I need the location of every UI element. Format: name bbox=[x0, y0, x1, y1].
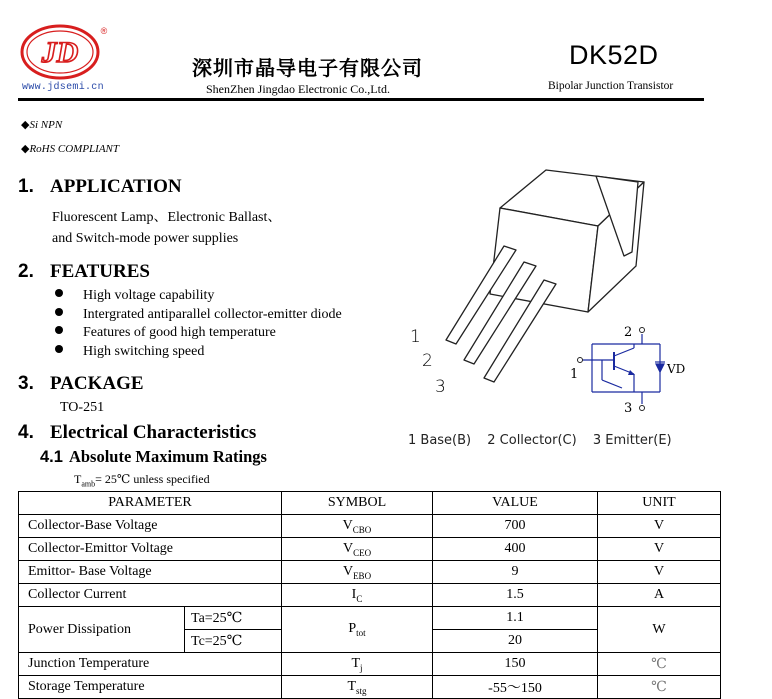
rohs-mark: ◆RoHS COMPLIANT bbox=[21, 143, 119, 155]
schematic-pin-3: 3 bbox=[624, 401, 633, 416]
package-pin-1: 1 bbox=[410, 327, 421, 347]
package-value: TO-251 bbox=[60, 400, 105, 415]
cell-symbol: $V_{EBO}$ bbox=[282, 561, 433, 584]
section-title: APPLICATION bbox=[50, 176, 182, 197]
cell-parameter: Storage Temperature bbox=[19, 676, 282, 699]
table-row bbox=[19, 607, 721, 630]
table-row bbox=[19, 538, 721, 561]
table-row bbox=[19, 584, 721, 607]
section-number: 2. bbox=[18, 261, 34, 282]
pin-legend bbox=[408, 433, 684, 448]
feature-item bbox=[55, 307, 342, 323]
bullet-icon bbox=[55, 308, 63, 316]
cell-unit: V bbox=[598, 538, 721, 561]
cell-condition: Tc=25℃ bbox=[185, 630, 282, 653]
part-number: DK52D bbox=[569, 40, 659, 70]
subsection-number: 4.1 bbox=[40, 448, 63, 466]
schematic-pin-1: 1 bbox=[570, 367, 579, 382]
feature-item bbox=[55, 344, 204, 360]
pin-legend-emitter: 3 Emitter(E) bbox=[592, 433, 672, 448]
cell-symbol: $T_{stg}$ bbox=[282, 676, 433, 699]
jd-logo bbox=[18, 22, 110, 84]
ambient-condition: $T_{amb}=$ 25℃ unless specified bbox=[74, 472, 210, 489]
pin-legend-base: 1 Base(B) bbox=[408, 433, 472, 448]
cell-unit: V bbox=[598, 515, 721, 538]
header-value: VALUE bbox=[433, 492, 598, 515]
cell-parameter: Collector-Emittor Voltage bbox=[19, 538, 282, 561]
website-url: www.jdsemi.cn bbox=[22, 82, 104, 93]
section-application-heading bbox=[18, 176, 182, 198]
table-row bbox=[19, 653, 721, 676]
absolute-ratings-table bbox=[18, 491, 721, 699]
feature-text: High switching speed bbox=[83, 344, 205, 359]
section-number: 1. bbox=[18, 176, 34, 197]
cell-value: 1.1 bbox=[433, 607, 598, 630]
cell-unit: W bbox=[598, 607, 721, 653]
cell-unit: A bbox=[598, 584, 721, 607]
cell-value: 150 bbox=[433, 653, 598, 676]
feature-text: Features of good high temperature bbox=[83, 325, 276, 340]
section-electrical-heading bbox=[18, 422, 256, 444]
header-parameter: PARAMETER bbox=[19, 492, 282, 515]
subsection-title: Absolute Maximum Ratings bbox=[68, 447, 267, 466]
part-description: Bipolar Junction Transistor bbox=[548, 80, 674, 92]
company-name-en: ShenZhen Jingdao Electronic Co.,Ltd. bbox=[206, 82, 390, 96]
table-row bbox=[19, 676, 721, 699]
cell-symbol: $V_{CBO}$ bbox=[282, 515, 433, 538]
section-title: Electrical Characteristics bbox=[50, 422, 257, 443]
cell-parameter: Junction Temperature bbox=[19, 653, 282, 676]
pin-legend-collector: 2 Collector(C) bbox=[487, 433, 577, 448]
registered-mark: ® bbox=[100, 26, 108, 36]
application-line-2: and Switch-mode power supplies bbox=[52, 231, 239, 246]
cell-unit: ℃ bbox=[598, 676, 721, 699]
cell-symbol: $P_{tot}$ bbox=[282, 607, 433, 653]
cell-parameter: Collector Current bbox=[19, 584, 282, 607]
feature-text: High voltage capability bbox=[83, 288, 215, 303]
cell-value: 1.5 bbox=[433, 584, 598, 607]
schematic-pin-2: 2 bbox=[624, 325, 633, 340]
cell-value: 700 bbox=[433, 515, 598, 538]
company-name-cn: 深圳市晶导电子有限公司 bbox=[192, 56, 423, 80]
cell-parameter: Power Dissipation bbox=[19, 607, 185, 653]
npn-schematic bbox=[564, 322, 694, 418]
section-title: PACKAGE bbox=[50, 373, 144, 394]
cell-symbol: $T_j$ bbox=[282, 653, 433, 676]
cell-value: 20 bbox=[433, 630, 598, 653]
absolute-ratings-heading bbox=[40, 447, 267, 467]
table-row bbox=[19, 515, 721, 538]
section-package-heading bbox=[18, 373, 144, 395]
cell-value: 400 bbox=[433, 538, 598, 561]
bullet-icon bbox=[55, 345, 63, 353]
package-pin-2: 2 bbox=[422, 351, 433, 371]
si-npn-mark: ◆Si NPN bbox=[21, 119, 63, 131]
section-number: 4. bbox=[18, 422, 34, 443]
feature-item bbox=[55, 288, 214, 304]
cell-value: -55～150 bbox=[433, 676, 598, 699]
header-divider bbox=[18, 98, 704, 101]
application-line-1: Fluorescent Lamp、Electronic Ballast、 bbox=[52, 210, 282, 225]
section-features-heading bbox=[18, 261, 150, 283]
cell-parameter: Collector-Base Voltage bbox=[19, 515, 282, 538]
logo-text: JD bbox=[41, 36, 79, 69]
diode-label: VD bbox=[667, 362, 686, 376]
package-pin-3: 3 bbox=[435, 377, 446, 397]
section-title: FEATURES bbox=[50, 261, 150, 282]
feature-item bbox=[55, 325, 276, 341]
bullet-icon bbox=[55, 326, 63, 334]
feature-text: Intergrated antiparallel collector-emitter diode bbox=[83, 307, 342, 322]
table-row bbox=[19, 561, 721, 584]
header-unit: UNIT bbox=[598, 492, 721, 515]
table-header-row bbox=[19, 492, 721, 515]
cell-parameter: Emittor- Base Voltage bbox=[19, 561, 282, 584]
cell-value: 9 bbox=[433, 561, 598, 584]
cell-condition: Ta=25℃ bbox=[185, 607, 282, 630]
bullet-icon bbox=[55, 289, 63, 297]
cell-unit: ℃ bbox=[598, 653, 721, 676]
section-number: 3. bbox=[18, 373, 34, 394]
cell-unit: V bbox=[598, 561, 721, 584]
cell-symbol: $I_C$ bbox=[282, 584, 433, 607]
cell-symbol: $V_{CEO}$ bbox=[282, 538, 433, 561]
header-symbol: SYMBOL bbox=[282, 492, 433, 515]
